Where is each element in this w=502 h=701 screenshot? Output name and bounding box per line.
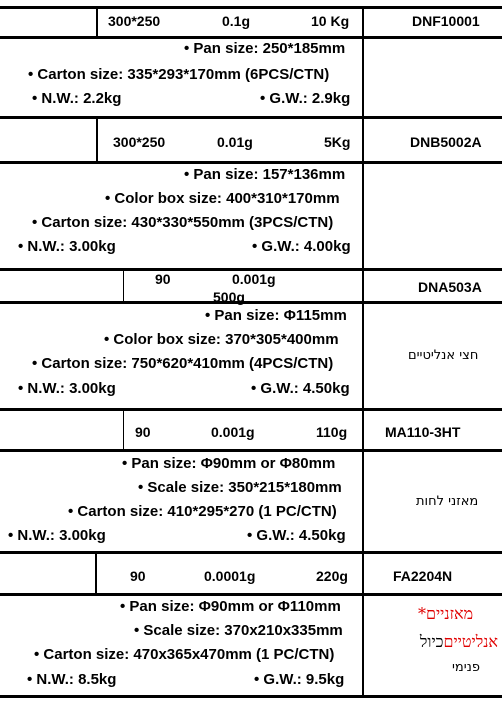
- readability: 0.001g: [211, 424, 255, 440]
- readability: 0.001g: [232, 271, 276, 287]
- pan-dimension: 300*250: [108, 13, 161, 29]
- capacity: 110g: [316, 424, 348, 440]
- column-divider: [123, 268, 124, 304]
- gross-weight: • G.W.: 4.00kg: [252, 238, 351, 255]
- gross-weight: • G.W.: 2.9kg: [260, 90, 351, 107]
- net-weight: • N.W.: 8.5kg: [27, 671, 117, 688]
- gross-weight: • G.W.: 4.50kg: [247, 527, 346, 544]
- model-number: FA2204N: [393, 568, 453, 584]
- pan-size: • Pan size: Φ115mm: [205, 307, 347, 324]
- row-divider: [0, 116, 502, 119]
- capacity: 5Kg: [324, 134, 351, 150]
- pan-dimension: 90: [130, 568, 146, 584]
- scale-size: • Scale size: 370x210x335mm: [134, 622, 343, 639]
- scale-size: • Scale size: 350*215*180mm: [138, 479, 342, 496]
- readability: 0.01g: [217, 134, 253, 150]
- column-divider: [95, 551, 97, 596]
- pan-size: • Pan size: Φ90mm or Φ110mm: [120, 598, 341, 615]
- column-divider: [96, 116, 98, 164]
- carton-size: • Carton size: 750*620*410mm (4PCS/CTN): [32, 355, 334, 372]
- category-label-analytic: אנליטיים: [443, 632, 498, 651]
- net-weight: • N.W.: 2.2kg: [32, 90, 122, 107]
- model-number: DNA503A: [418, 279, 482, 295]
- category-label-line3: פנימי: [452, 660, 480, 675]
- row-divider: [0, 551, 502, 554]
- row-divider: [0, 408, 502, 411]
- carton-size: • Carton size: 470x365x470mm (1 PC/CTN): [34, 646, 335, 663]
- net-weight: • N.W.: 3.00kg: [18, 238, 116, 255]
- gross-weight: • G.W.: 4.50kg: [251, 380, 350, 397]
- pan-size: • Pan size: Φ90mm or Φ80mm: [122, 455, 336, 472]
- net-weight: • N.W.: 3.00kg: [18, 380, 116, 397]
- category-label-line1: מאזניים*: [418, 604, 474, 623]
- carton-size: • Carton size: 410*295*270 (1 PC/CTN): [68, 503, 337, 520]
- net-weight: • N.W.: 3.00kg: [8, 527, 106, 544]
- capacity: 220g: [316, 568, 348, 584]
- category-label-calibration: כיול: [419, 632, 444, 651]
- model-number: DNB5002A: [410, 134, 482, 150]
- pan-dimension: 90: [135, 424, 151, 440]
- model-number: MA110-3HT: [385, 424, 461, 440]
- color-box-size: • Color box size: 400*310*170mm: [105, 190, 340, 207]
- model-number: DNF10001: [412, 13, 480, 29]
- category-label: מאזני לחות: [416, 494, 479, 509]
- row-divider: [0, 161, 502, 164]
- pan-dimension: 90: [155, 271, 171, 287]
- pan-size: • Pan size: 157*136mm: [184, 166, 346, 183]
- row-divider: [0, 449, 502, 452]
- column-divider: [362, 6, 364, 698]
- gross-weight: • G.W.: 9.5kg: [254, 671, 345, 688]
- capacity: 10 Kg: [311, 13, 350, 29]
- column-divider: [96, 6, 98, 39]
- readability: 0.0001g: [204, 568, 256, 584]
- row-divider: [0, 695, 502, 698]
- pan-size: • Pan size: 250*185mm: [184, 40, 346, 57]
- carton-size: • Carton size: 335*293*170mm (6PCS/CTN): [28, 66, 330, 83]
- color-box-size: • Color box size: 370*305*400mm: [104, 331, 339, 348]
- readability: 0.1g: [222, 13, 251, 29]
- row-divider: [0, 593, 502, 596]
- row-divider: [0, 36, 502, 39]
- row-divider: [0, 6, 502, 9]
- capacity: 500g: [213, 289, 245, 305]
- carton-size: • Carton size: 430*330*550mm (3PCS/CTN): [32, 214, 334, 231]
- category-label: חצי אנליטיים: [408, 348, 479, 363]
- category-label-line2: [366, 634, 498, 652]
- pan-dimension: 300*250: [113, 134, 166, 150]
- column-divider: [123, 408, 124, 452]
- row-divider: [0, 301, 502, 304]
